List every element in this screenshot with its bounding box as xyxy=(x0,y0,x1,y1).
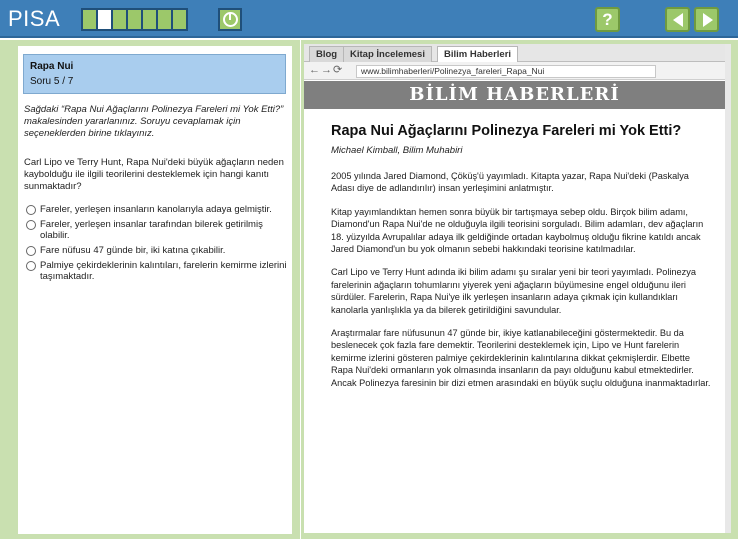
progress-segment xyxy=(158,10,171,29)
article-paragraph: 2005 yılında Jared Diamond, Çöküş'ü yayımladı. Kitapta yazar, Rapa Nui'deki (Paskalya Adası diye de adlandırılır) insan yerleşimini anlatmıştır. xyxy=(331,171,689,194)
previous-button[interactable] xyxy=(665,7,690,32)
progress-segment xyxy=(173,10,186,29)
question-text: Carl Lipo ve Terry Hunt, Rapa Nui'deki büyük ağaçların neden kaybolduğu ile ilgili teorilerini desteklemek için hangi kanıtı sunmaktadır? xyxy=(24,157,284,192)
answer-option[interactable] xyxy=(26,219,288,241)
question-mark-icon: ? xyxy=(602,10,613,29)
answer-option[interactable] xyxy=(26,204,288,215)
tab-book-review[interactable]: Kitap İncelemesi xyxy=(343,46,432,62)
article-author: Michael Kimball, Bilim Muhabiri xyxy=(331,145,463,156)
unit-header xyxy=(23,54,286,94)
progress-segment xyxy=(83,10,96,29)
help-button[interactable] xyxy=(595,7,620,32)
tab-blog[interactable]: Blog xyxy=(309,46,344,62)
progress-segment xyxy=(128,10,141,29)
site-banner: BİLİM HABERLERİ xyxy=(304,81,725,109)
answer-option[interactable] xyxy=(26,260,288,282)
option-label: Fareler, yerleşen insanlar tarafından bilerek getirilmiş olabilir. xyxy=(40,219,263,241)
tab-science-news[interactable]: Bilim Haberleri xyxy=(437,46,518,62)
next-button[interactable] xyxy=(694,7,719,32)
radio-button[interactable] xyxy=(26,220,36,230)
progress-indicator xyxy=(81,8,188,31)
radio-button[interactable] xyxy=(26,246,36,256)
article-title: Rapa Nui Ağaçlarını Polinezya Fareleri mi Yok Etti? xyxy=(331,123,682,139)
unit-title: Rapa Nui xyxy=(30,61,74,72)
url-field: www.bilimhaberleri/Polinezya_fareleri_Rapa_Nui xyxy=(356,65,656,78)
radio-button[interactable] xyxy=(26,205,36,215)
arrow-left-icon xyxy=(673,13,683,27)
arrow-right-icon xyxy=(703,13,713,27)
radio-button[interactable] xyxy=(26,261,36,271)
progress-segment xyxy=(143,10,156,29)
top-bar xyxy=(0,0,738,38)
question-number: Soru 5 / 7 xyxy=(30,76,74,87)
instructions: Sağdaki “Rapa Nui Ağaçlarını Polinezya Fareleri mi Yok Etti?” makalesinden yararlanınız. Soruyu cevaplamak için seçeneklerden birine tıklayınız. xyxy=(24,104,284,139)
answer-options xyxy=(26,204,288,286)
option-label: Fareler, yerleşen insanların kanolarıyla adaya gelmiştir. xyxy=(40,204,272,215)
option-label: Palmiye çekirdeklerinin kalıntıları, farelerin kemirme izlerini taşımaktadır. xyxy=(40,260,287,282)
pisa-logo: PISA xyxy=(8,6,61,31)
address-bar xyxy=(304,62,725,80)
article-paragraph: Araştırmalar fare nüfusunun 47 günde bir, ikiye katlanabileceğini göstermektedir. Bu da beslenecek çok fazla fare demektir. Teorilerini desteklemek için, Lipo ve Hunt farelerin kemirme izlerini gösteren palmiye çekirdeklerinin kalıntılarına dikkat çekmişlerdir. Elbette Rapa Nui'deki ormanların yok olmasında insanların da payı olduğunu kabul etmektedirler. Ancak Polinezya faresinin bir dizi etmen arasındaki en büyük suçlu olduğuna inanmaktadırlar. xyxy=(331,328,711,388)
clock-icon xyxy=(223,12,238,27)
answer-option[interactable] xyxy=(26,245,288,256)
browser-nav-icons[interactable]: ←→⟳ xyxy=(309,64,344,76)
browser-tab-bar xyxy=(304,44,725,62)
article-paragraph: Kitap yayımlandıktan hemen sonra büyük bir tartışmaya sebep oldu. Birçok bilim adamı, Diamond'un Rapa Nui'de ne olduğuyla ilgili teorisini sorguladı. Bilim adamları, dev ağaçların 18. yüzyılda Avrupalılar adaya ilk geldiğinde ortadan kaybolmuş olduğu fikrine katıldı ancak Jared Diamond'un bu yok olmanın sebebi hakkındaki teorisine katılmadılar. xyxy=(331,206,704,255)
progress-segment-current xyxy=(98,10,111,29)
stimulus-scrollbar[interactable] xyxy=(725,44,731,533)
timer-button[interactable] xyxy=(218,8,242,31)
article xyxy=(331,123,713,389)
progress-segment xyxy=(113,10,126,29)
article-paragraph: Carl Lipo ve Terry Hunt adında iki bilim adamı şu sıralar yeni bir teori yayımladı. Polinezya farelerinin ağaçların tohumlarını yiyerek yeni ağaçların büyümesine engel olduğunu ileri sürdüler. Farelerin, Rapa Nui'ye ilk yerleşen insanların adaya çıkmak için kullandıkları kanolarla yanlışlıkla ya da bilerek getirildiğini savundular. xyxy=(331,267,696,315)
option-label: Fare nüfusu 47 günde bir, iki katına çıkabilir. xyxy=(40,245,226,256)
